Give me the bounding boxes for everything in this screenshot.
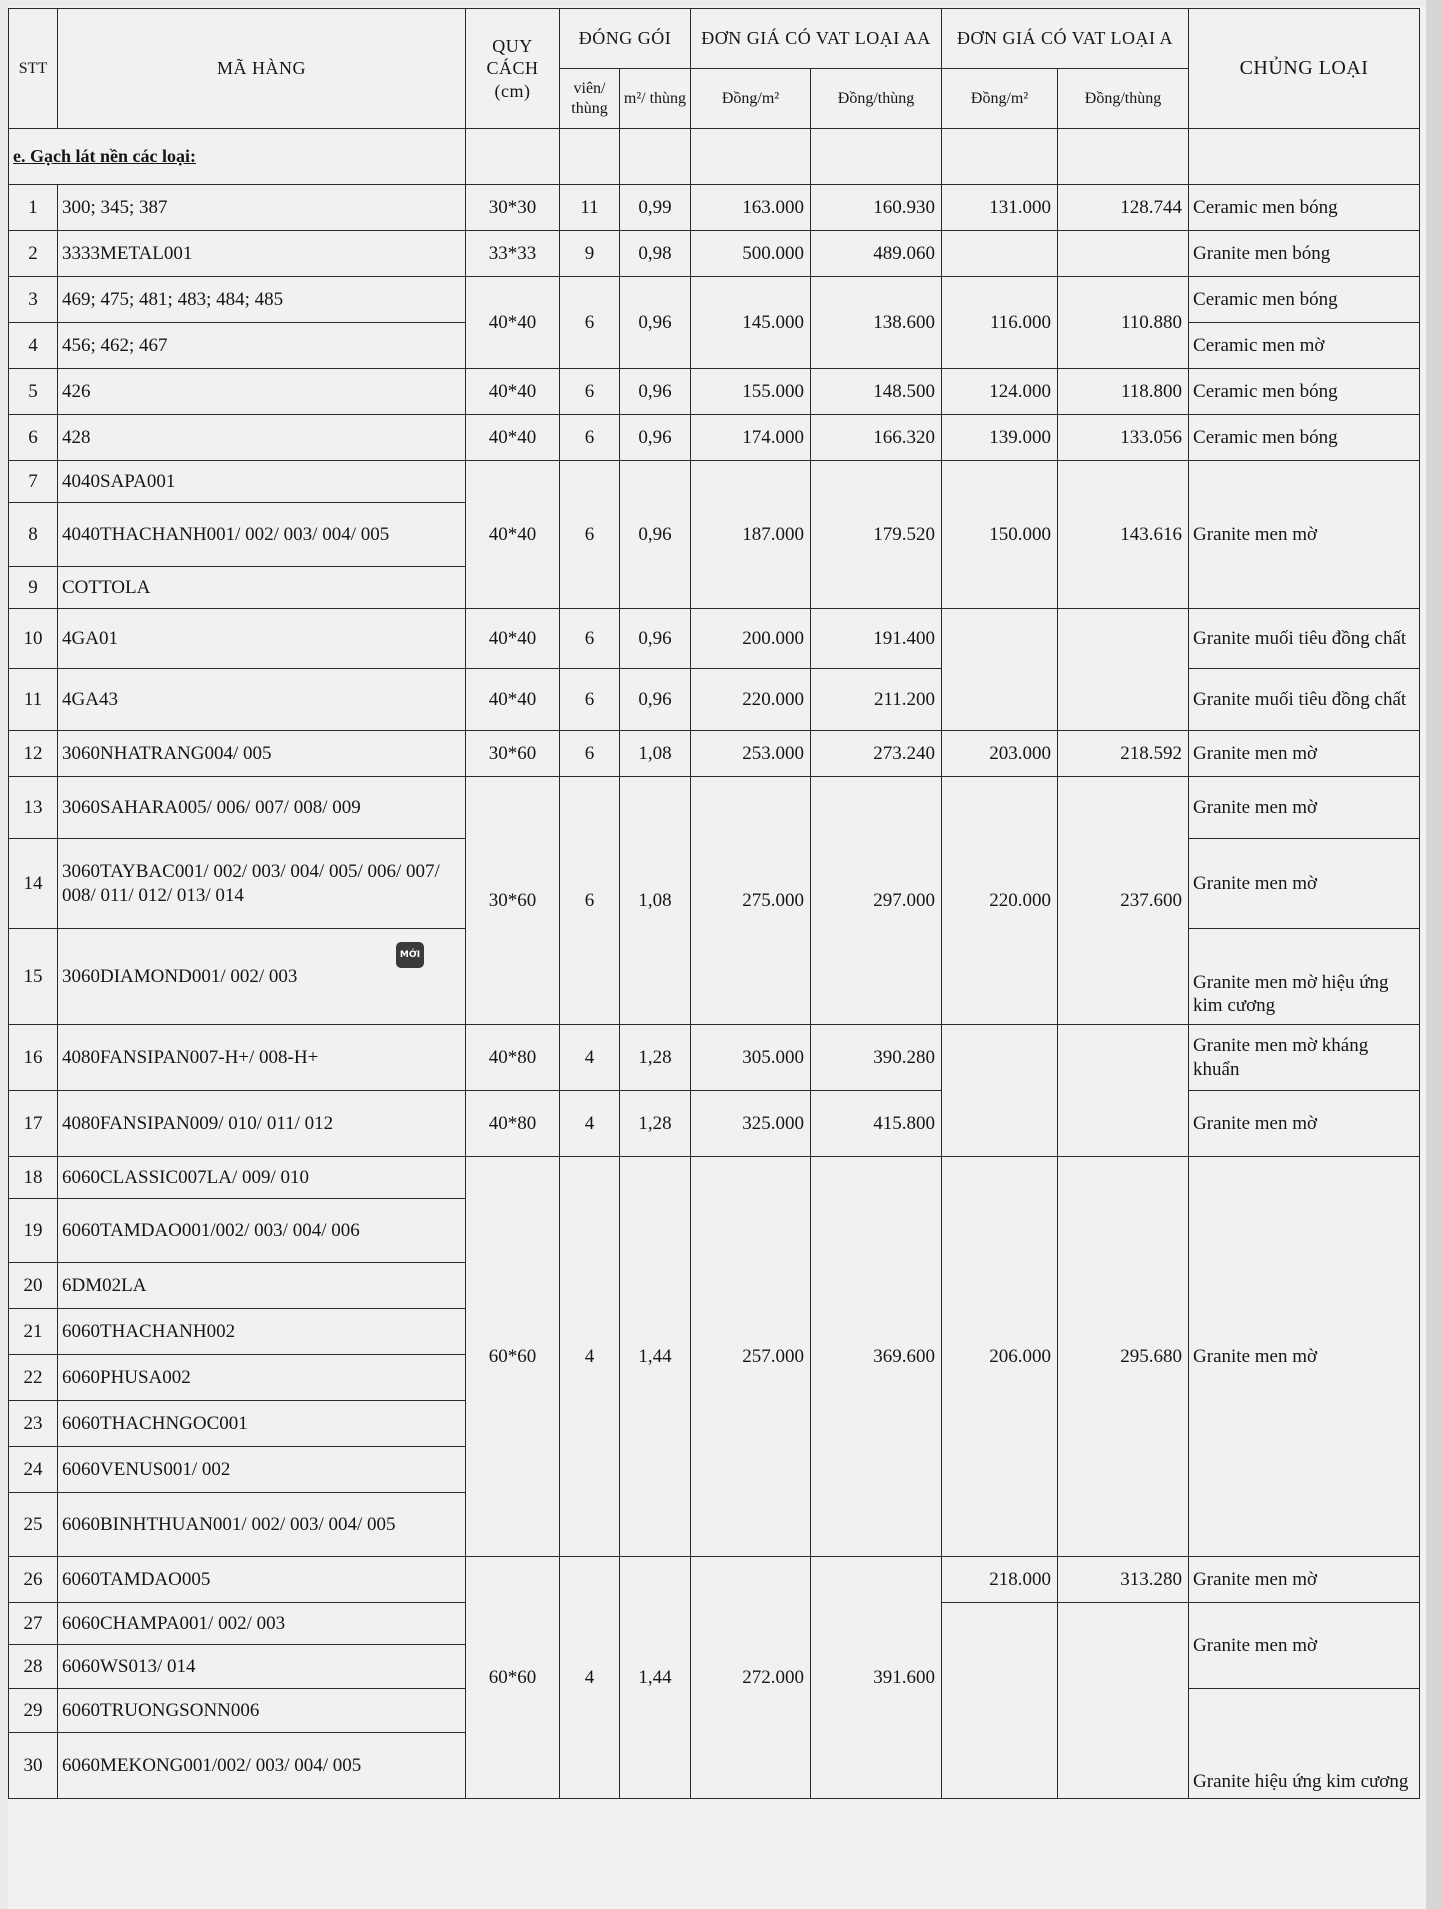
a-dong-m2-cell	[942, 1025, 1058, 1157]
ma-hang-cell: 4040SAPA001	[58, 461, 466, 503]
table-row	[9, 461, 1420, 503]
chung-loai-cell: Granite men mờ	[1189, 1091, 1420, 1157]
m2-thung-cell: 0,96	[620, 369, 691, 415]
ma-hang-cell: 6060CLASSIC007LA/ 009/ 010	[58, 1157, 466, 1199]
aa-dong-m2-cell: 305.000	[691, 1025, 811, 1091]
a-dong-thung-cell: 218.592	[1058, 731, 1189, 777]
stt-cell: 4	[9, 323, 58, 369]
chung-loai-cell: Ceramic men bóng	[1189, 277, 1420, 323]
stt-cell: 29	[9, 1689, 58, 1733]
ma-hang-cell: 4080FANSIPAN007-H+/ 008-H+	[58, 1025, 466, 1091]
stt-cell: 11	[9, 669, 58, 731]
quy-cach-cell: 33*33	[466, 231, 560, 277]
ma-hang-cell: 6060TAMDAO001/002/ 003/ 004/ 006	[58, 1199, 466, 1263]
a-dong-m2-cell: 124.000	[942, 369, 1058, 415]
stt-cell: 27	[9, 1603, 58, 1645]
stt-cell: 13	[9, 777, 58, 839]
ma-hang-cell: 4GA01	[58, 609, 466, 669]
aa-dong-m2-cell: 220.000	[691, 669, 811, 731]
m2-thung-cell: 0,98	[620, 231, 691, 277]
m2-thung-cell: 1,08	[620, 777, 691, 1025]
quy-cach-cell: 40*80	[466, 1091, 560, 1157]
aa-dong-thung-cell: 160.930	[811, 185, 942, 231]
aa-dong-m2-cell: 187.000	[691, 461, 811, 609]
chung-loai-cell: Granite men mờ	[1189, 1557, 1420, 1603]
m2-thung-cell: 0,96	[620, 461, 691, 609]
ma-hang-cell: 300; 345; 387	[58, 185, 466, 231]
stt-cell: 23	[9, 1401, 58, 1447]
chung-loai-cell: Granite men mờ	[1189, 731, 1420, 777]
aa-dong-thung-cell: 138.600	[811, 277, 942, 369]
ma-hang-cell: 456; 462; 467	[58, 323, 466, 369]
chung-loai-cell: Granite men mờ	[1189, 1157, 1420, 1557]
stt-cell: 16	[9, 1025, 58, 1091]
ma-hang-cell: 469; 475; 481; 483; 484; 485	[58, 277, 466, 323]
ma-hang-cell: 6060PHUSA002	[58, 1355, 466, 1401]
vien-thung-cell: 6	[560, 609, 620, 669]
table-row	[9, 777, 1420, 839]
ma-hang-cell: 3060NHATRANG004/ 005	[58, 731, 466, 777]
stt-cell: 20	[9, 1263, 58, 1309]
aa-dong-thung-cell: 273.240	[811, 731, 942, 777]
m2-thung-cell: 0,99	[620, 185, 691, 231]
a-dong-thung-cell: 237.600	[1058, 777, 1189, 1025]
chung-loai-cell: Granite hiệu ứng kim cương	[1189, 1689, 1420, 1799]
m2-thung-cell: 1,28	[620, 1025, 691, 1091]
vien-thung-cell: 4	[560, 1091, 620, 1157]
table-row	[9, 415, 1420, 461]
quy-cach-cell: 40*40	[466, 277, 560, 369]
a-dong-m2-cell: 139.000	[942, 415, 1058, 461]
stt-cell: 24	[9, 1447, 58, 1493]
header-quy-cach: QUY CÁCH (cm)	[466, 9, 560, 129]
ma-hang-cell: 4080FANSIPAN009/ 010/ 011/ 012	[58, 1091, 466, 1157]
aa-dong-thung-cell: 211.200	[811, 669, 942, 731]
aa-dong-thung-cell: 179.520	[811, 461, 942, 609]
ma-hang-cell: COTTOLA	[58, 567, 466, 609]
chung-loai-cell: Ceramic men bóng	[1189, 185, 1420, 231]
table-row	[9, 1557, 1420, 1603]
aa-dong-thung-cell: 297.000	[811, 777, 942, 1025]
m2-thung-cell: 1,28	[620, 1091, 691, 1157]
ma-hang-cell: 6060WS013/ 014	[58, 1645, 466, 1689]
table-row	[9, 231, 1420, 277]
chung-loai-cell: Granite muối tiêu đồng chất	[1189, 609, 1420, 669]
table-row	[9, 277, 1420, 323]
aa-dong-thung-cell: 148.500	[811, 369, 942, 415]
chung-loai-cell: Granite men mờ	[1189, 461, 1420, 609]
stt-cell: 6	[9, 415, 58, 461]
stt-cell: 21	[9, 1309, 58, 1355]
quy-cach-cell: 40*40	[466, 415, 560, 461]
a-dong-thung-cell	[1058, 231, 1189, 277]
stt-cell: 5	[9, 369, 58, 415]
table-row	[9, 669, 1420, 731]
a-dong-thung-cell	[1058, 1025, 1189, 1157]
ma-hang-cell: 3333METAL001	[58, 231, 466, 277]
stt-cell: 12	[9, 731, 58, 777]
stt-cell: 26	[9, 1557, 58, 1603]
ma-hang-cell: 426	[58, 369, 466, 415]
m2-thung-cell: 1,08	[620, 731, 691, 777]
aa-dong-m2-cell: 500.000	[691, 231, 811, 277]
quy-cach-cell: 40*80	[466, 1025, 560, 1091]
chung-loai-cell: Ceramic men mờ	[1189, 323, 1420, 369]
a-dong-thung-cell: 110.880	[1058, 277, 1189, 369]
chung-loai-cell: Granite men bóng	[1189, 231, 1420, 277]
table-row	[9, 731, 1420, 777]
header-aa-dong-thung: Đồng/thùng	[811, 69, 942, 129]
a-dong-thung-cell: 313.280	[1058, 1557, 1189, 1603]
ma-hang-cell: 6060VENUS001/ 002	[58, 1447, 466, 1493]
a-dong-m2-cell: 116.000	[942, 277, 1058, 369]
new-stamp-badge: MỚI	[396, 942, 424, 968]
m2-thung-cell: 1,44	[620, 1157, 691, 1557]
ma-hang-cell: 6060TAMDAO005	[58, 1557, 466, 1603]
aa-dong-m2-cell: 275.000	[691, 777, 811, 1025]
aa-dong-m2-cell: 174.000	[691, 415, 811, 461]
a-dong-m2-cell: 220.000	[942, 777, 1058, 1025]
vien-thung-cell: 6	[560, 415, 620, 461]
vien-thung-cell: 9	[560, 231, 620, 277]
m2-thung-cell: 0,96	[620, 415, 691, 461]
chung-loai-cell: Ceramic men bóng	[1189, 415, 1420, 461]
header-chung-loai: CHỦNG LOẠI	[1189, 9, 1420, 129]
vien-thung-cell: 6	[560, 669, 620, 731]
a-dong-thung-cell: 133.056	[1058, 415, 1189, 461]
aa-dong-m2-cell: 272.000	[691, 1557, 811, 1799]
price-table	[8, 8, 1420, 1799]
header-a-dong-thung: Đồng/thùng	[1058, 69, 1189, 129]
a-dong-thung-cell: 143.616	[1058, 461, 1189, 609]
ma-hang-cell: 3060DIAMOND001/ 002/ 003	[58, 929, 466, 1025]
header-aa-dong-m2: Đồng/m²	[691, 69, 811, 129]
quy-cach-cell: 40*40	[466, 609, 560, 669]
stt-cell: 17	[9, 1091, 58, 1157]
header-a-dong-m2: Đồng/m²	[942, 69, 1058, 129]
m2-thung-cell: 1,44	[620, 1557, 691, 1799]
vien-thung-cell: 6	[560, 731, 620, 777]
aa-dong-m2-cell: 257.000	[691, 1157, 811, 1557]
stt-cell: 8	[9, 503, 58, 567]
a-dong-m2-cell: 218.000	[942, 1557, 1058, 1603]
aa-dong-thung-cell: 369.600	[811, 1157, 942, 1557]
vien-thung-cell: 6	[560, 369, 620, 415]
table-row	[9, 1091, 1420, 1157]
vien-thung-cell: 6	[560, 277, 620, 369]
vien-thung-cell: 4	[560, 1157, 620, 1557]
a-dong-thung-cell	[1058, 1603, 1189, 1799]
a-dong-m2-cell: 203.000	[942, 731, 1058, 777]
aa-dong-thung-cell: 390.280	[811, 1025, 942, 1091]
ma-hang-cell: 428	[58, 415, 466, 461]
chung-loai-cell: Granite men mờ	[1189, 839, 1420, 929]
section-title: e. Gạch lát nền các loại:	[9, 129, 466, 185]
chung-loai-cell: Granite men mờ kháng khuẩn	[1189, 1025, 1420, 1091]
a-dong-m2-cell: 150.000	[942, 461, 1058, 609]
aa-dong-thung-cell: 191.400	[811, 609, 942, 669]
table-row	[9, 1157, 1420, 1199]
chung-loai-cell: Granite men mờ	[1189, 777, 1420, 839]
quy-cach-cell: 60*60	[466, 1157, 560, 1557]
stt-cell: 18	[9, 1157, 58, 1199]
a-dong-thung-cell: 118.800	[1058, 369, 1189, 415]
vien-thung-cell: 6	[560, 777, 620, 1025]
a-dong-m2-cell	[942, 231, 1058, 277]
ma-hang-cell: 6060CHAMPA001/ 002/ 003	[58, 1603, 466, 1645]
table-row	[9, 369, 1420, 415]
ma-hang-cell: 4GA43	[58, 669, 466, 731]
stt-cell: 2	[9, 231, 58, 277]
quy-cach-cell: 40*40	[466, 369, 560, 415]
stt-cell: 19	[9, 1199, 58, 1263]
ma-hang-cell: 4040THACHANH001/ 002/ 003/ 004/ 005	[58, 503, 466, 567]
table-row	[9, 609, 1420, 669]
header-vien-thung: viên/ thùng	[560, 69, 620, 129]
stt-cell: 14	[9, 839, 58, 929]
stt-cell: 28	[9, 1645, 58, 1689]
stt-cell: 30	[9, 1733, 58, 1799]
ma-hang-cell: 6060MEKONG001/002/ 003/ 004/ 005	[58, 1733, 466, 1799]
a-dong-m2-cell	[942, 1603, 1058, 1799]
quy-cach-cell: 30*60	[466, 777, 560, 1025]
aa-dong-thung-cell: 415.800	[811, 1091, 942, 1157]
aa-dong-m2-cell: 155.000	[691, 369, 811, 415]
ma-hang-cell: 6060THACHNGOC001	[58, 1401, 466, 1447]
quy-cach-cell: 30*30	[466, 185, 560, 231]
quy-cach-cell: 40*40	[466, 669, 560, 731]
ma-hang-cell: 3060SAHARA005/ 006/ 007/ 008/ 009	[58, 777, 466, 839]
stt-cell: 15	[9, 929, 58, 1025]
aa-dong-m2-cell: 200.000	[691, 609, 811, 669]
aa-dong-thung-cell: 391.600	[811, 1557, 942, 1799]
header-ma-hang: MÃ HÀNG	[58, 9, 466, 129]
stt-cell: 7	[9, 461, 58, 503]
m2-thung-cell: 0,96	[620, 669, 691, 731]
vien-thung-cell: 4	[560, 1557, 620, 1799]
header-don-gia-a: ĐƠN GIÁ CÓ VAT LOẠI A	[942, 9, 1189, 69]
stt-cell: 22	[9, 1355, 58, 1401]
chung-loai-cell: Granite men mờ	[1189, 1603, 1420, 1689]
quy-cach-cell: 60*60	[466, 1557, 560, 1799]
ma-hang-cell: 6060THACHANH002	[58, 1309, 466, 1355]
vien-thung-cell: 11	[560, 185, 620, 231]
aa-dong-m2-cell: 325.000	[691, 1091, 811, 1157]
quy-cach-cell: 30*60	[466, 731, 560, 777]
ma-hang-cell: 6060TRUONGSONN006	[58, 1689, 466, 1733]
header-don-gia-aa: ĐƠN GIÁ CÓ VAT LOẠI AA	[691, 9, 942, 69]
chung-loai-cell: Granite muối tiêu đồng chất	[1189, 669, 1420, 731]
ma-hang-cell: 3060TAYBAC001/ 002/ 003/ 004/ 005/ 006/ 007/ 008/ 011/ 012/ 013/ 014	[58, 839, 466, 929]
stt-cell: 25	[9, 1493, 58, 1557]
header-m2-thung: m²/ thùng	[620, 69, 691, 129]
aa-dong-m2-cell: 253.000	[691, 731, 811, 777]
a-dong-m2-cell: 206.000	[942, 1157, 1058, 1557]
stt-cell: 10	[9, 609, 58, 669]
a-dong-thung-cell: 128.744	[1058, 185, 1189, 231]
stt-cell: 1	[9, 185, 58, 231]
aa-dong-thung-cell: 489.060	[811, 231, 942, 277]
m2-thung-cell: 0,96	[620, 609, 691, 669]
ma-hang-cell: 6DM02LA	[58, 1263, 466, 1309]
vien-thung-cell: 6	[560, 461, 620, 609]
a-dong-m2-cell: 131.000	[942, 185, 1058, 231]
header-stt: STT	[9, 9, 58, 129]
header-dong-goi: ĐÓNG GÓI	[560, 9, 691, 69]
stt-cell: 3	[9, 277, 58, 323]
stt-cell: 9	[9, 567, 58, 609]
scan-edge	[1426, 0, 1441, 1909]
m2-thung-cell: 0,96	[620, 277, 691, 369]
a-dong-thung-cell: 295.680	[1058, 1157, 1189, 1557]
chung-loai-cell: Ceramic men bóng	[1189, 369, 1420, 415]
a-dong-m2-cell	[942, 609, 1058, 731]
vien-thung-cell: 4	[560, 1025, 620, 1091]
table-row	[9, 1025, 1420, 1091]
chung-loai-cell: Granite men mờ hiệu ứng kim cương	[1189, 929, 1420, 1025]
aa-dong-m2-cell: 145.000	[691, 277, 811, 369]
aa-dong-m2-cell: 163.000	[691, 185, 811, 231]
a-dong-thung-cell	[1058, 609, 1189, 731]
table-row	[9, 185, 1420, 231]
ma-hang-cell: 6060BINHTHUAN001/ 002/ 003/ 004/ 005	[58, 1493, 466, 1557]
aa-dong-thung-cell: 166.320	[811, 415, 942, 461]
quy-cach-cell: 40*40	[466, 461, 560, 609]
